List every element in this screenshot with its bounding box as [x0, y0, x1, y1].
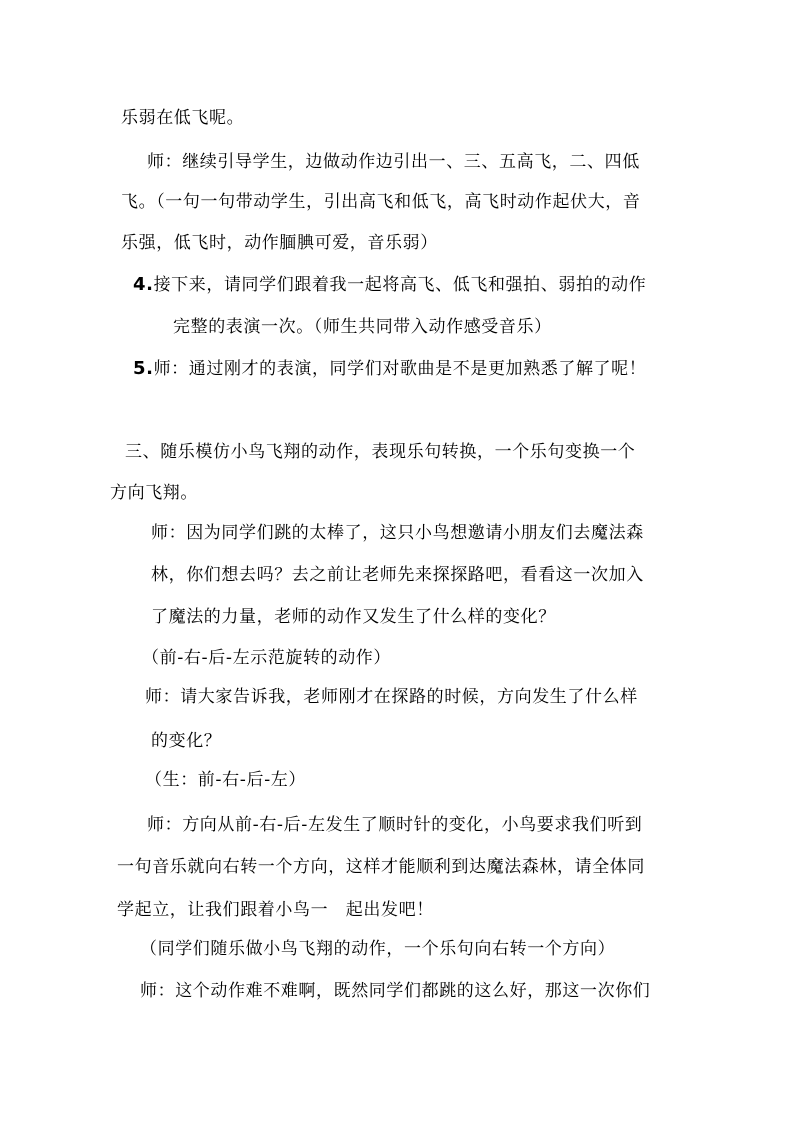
list-item-5 [133, 358, 646, 380]
paragraph-line: 师：请大家告诉我，老师刚才在探路的时候，方向发生了什么样 [145, 687, 638, 707]
paragraph-line: 师：继续引导学生，边做动作边引出一、三、五高飞，二、四低 [147, 152, 640, 172]
list-number: 4. [133, 274, 154, 295]
paragraph-line: 师：方向从前-右-后-左发生了顺时针的变化，小鸟要求我们听到 [147, 815, 643, 835]
paragraph-line: 完整的表演一次。（师生共同带入动作感受音乐） [173, 317, 552, 337]
paragraph-line: 乐强，低飞时，动作腼腆可爱，音乐弱） [121, 233, 438, 253]
paragraph-line: （生：前-右-后-左） [145, 770, 307, 790]
paragraph-line: 师：这个动作难不难啊，既然同学们都跳的这么好，那这一次你们 [140, 981, 651, 1001]
paragraph-line: （前-右-后-左示范旋转的动作） [142, 648, 392, 668]
paragraph-line: （同学们随乐做小鸟飞翔的动作，一个乐句向右转一个方向） [140, 939, 616, 959]
paragraph-line: 一句音乐就向右转一个方向，这样才能顺利到达魔法森林，请全体同 [117, 857, 645, 877]
paragraph-line: 师：通过刚才的表演，同学们对歌曲是不是更加熟悉了解了呢！ [153, 359, 647, 379]
paragraph-line: 了魔法的力量，老师的动作又发生了什么样的变化？ [151, 607, 556, 627]
paragraph-line: 的变化？ [151, 731, 222, 751]
paragraph-line: 学起立，让我们跟着小鸟一 起出发吧！ [117, 900, 434, 920]
paragraph-line: 乐弱在低飞呢。 [121, 108, 245, 128]
paragraph-line: 林，你们想去吗？去之前让老师先来探探路吧，看看这一次加入 [151, 565, 644, 585]
paragraph-line: 师：因为同学们跳的太棒了，这只小鸟想邀请小朋友们去魔法森 [151, 523, 644, 543]
paragraph-line: 接下来，请同学们跟着我一起将高飞、低飞和强拍、弱拍的动作 [153, 275, 647, 295]
list-item-4 [133, 274, 646, 296]
paragraph-line: 飞。（一句一句带动学生，引出高飞和低飞，高飞时动作起伏大，音 [121, 192, 641, 212]
section-heading: 三、随乐模仿小鸟飞翔的动作，表现乐句转换，一个乐句变换一个 [125, 442, 636, 462]
list-number: 5. [133, 358, 154, 379]
section-heading-continued: 方向飞翔。 [110, 483, 198, 503]
